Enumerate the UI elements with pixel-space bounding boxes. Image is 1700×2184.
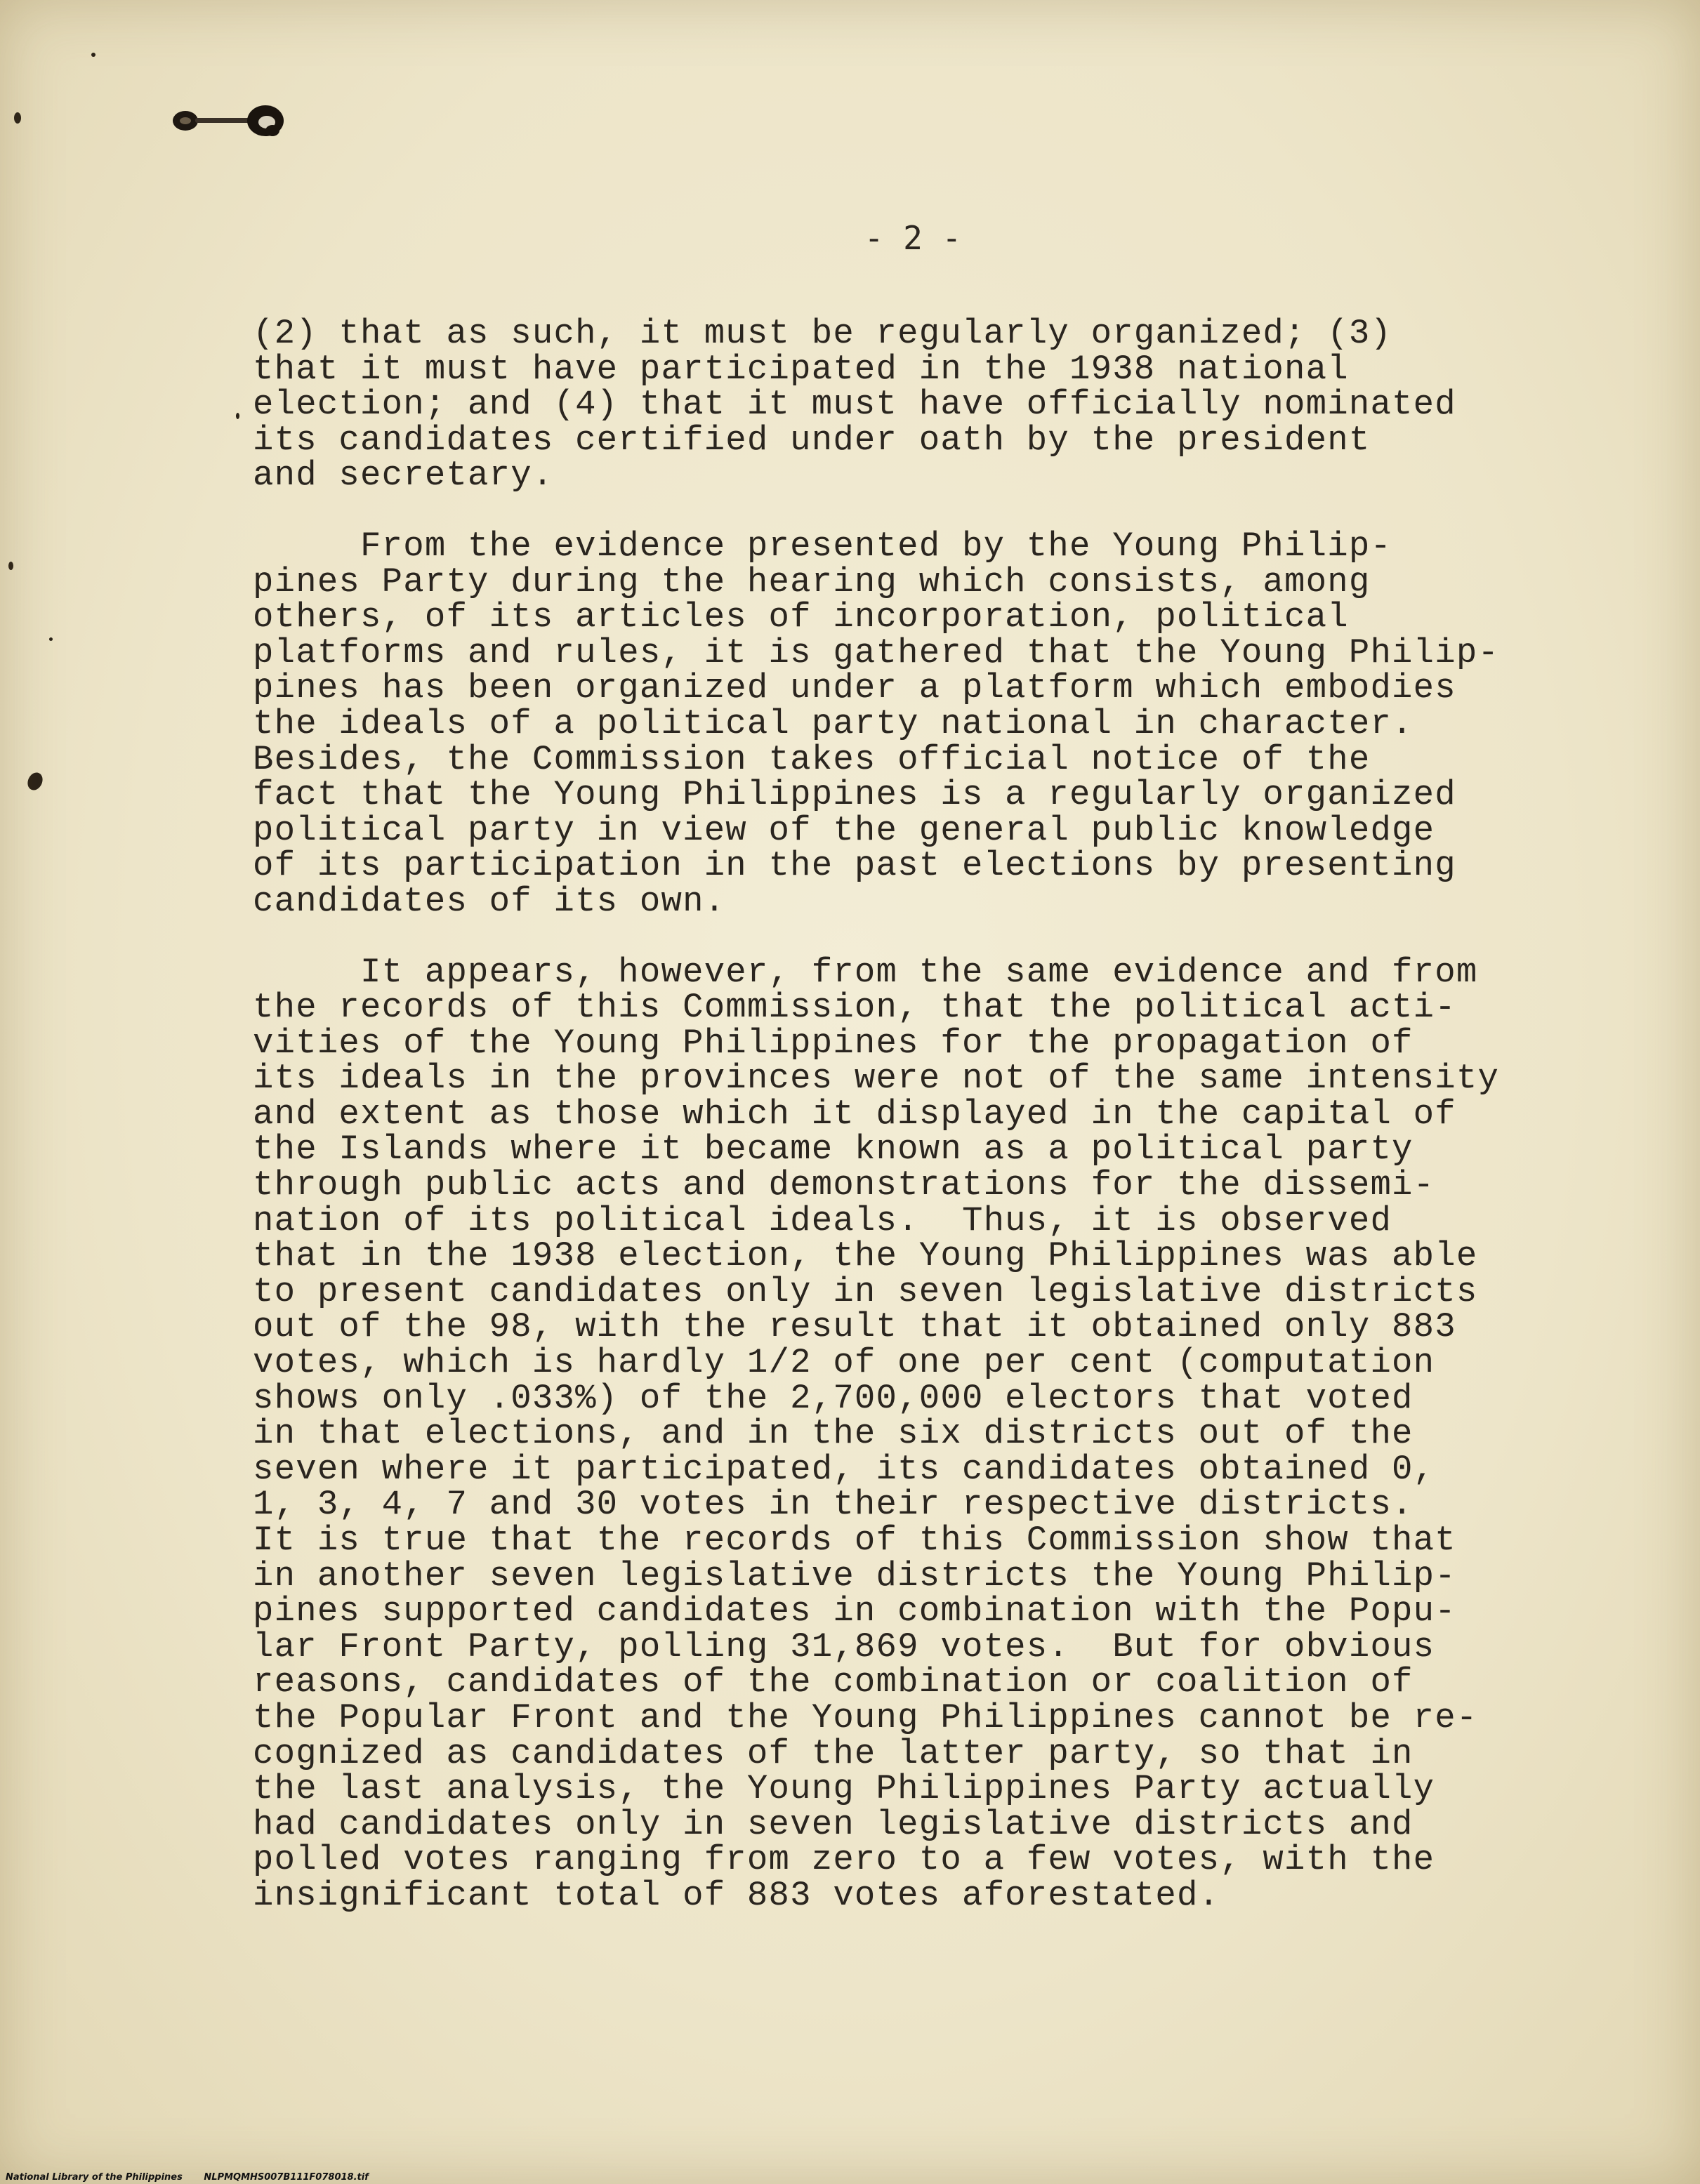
text-line: the records of this Commission, that the political acti- <box>253 988 1456 1028</box>
scan-footer <box>6 2172 387 2184</box>
text-line: others, of its articles of incorporation, political <box>253 597 1349 637</box>
ink-speck <box>49 637 53 641</box>
text-line: cognized as candidates of the latter party, so that in <box>253 1733 1414 1773</box>
text-line: shows only .033%) of the 2,700,000 electors that voted <box>253 1378 1414 1418</box>
text-line: Besides, the Commission takes official notice of the <box>253 739 1371 779</box>
paragraph-gap <box>253 494 1517 529</box>
text-line: to present candidates only in seven legislative districts <box>253 1271 1478 1311</box>
text-line: From the evidence presented by the Young Philip- <box>253 526 1392 566</box>
text-line: insignificant total of 883 votes aforestated. <box>253 1875 1220 1915</box>
text-line: out of the 98, with the result that it obtained only 883 <box>253 1307 1456 1347</box>
text-line: votes, which is hardly 1/2 of one per cent (computation <box>253 1343 1435 1383</box>
text-line: 1, 3, 4, 7 and 30 votes in their respective districts. <box>253 1485 1414 1525</box>
text-line: It appears, however, from the same evidence and from <box>253 952 1478 992</box>
text-line: of its participation in the past elections by presenting <box>253 846 1456 886</box>
text-line: candidates of its own. <box>253 881 726 921</box>
text-line: pines has been organized under a platform which embodies <box>253 668 1456 708</box>
text-line: its ideals in the provinces were not of the same intensity <box>253 1059 1500 1099</box>
text-line: in that elections, and in the six districts out of the <box>253 1414 1414 1454</box>
text-line: reasons, candidates of the combination or coalition of <box>253 1662 1414 1702</box>
ink-speck <box>25 770 45 793</box>
text-line: in another seven legislative districts the Young Philip- <box>253 1556 1456 1596</box>
text-line: pines supported candidates in combination with the Popu- <box>253 1591 1456 1632</box>
text-line: (2) that as such, it must be regularly organized; (3) <box>253 314 1392 353</box>
text-line: election; and (4) that it must have officially nominated <box>253 385 1456 425</box>
text-line: through public acts and demonstrations for the dissemi- <box>253 1165 1435 1205</box>
text-line: the Islands where it became known as a political party <box>253 1130 1414 1170</box>
text-line: that it must have participated in the 1938 national <box>253 349 1349 389</box>
text-line: nation of its political ideals. Thus, it is observed <box>253 1200 1392 1240</box>
text-line: the Popular Front and the Young Philippines cannot be re- <box>253 1697 1478 1738</box>
ink-speck <box>14 112 21 124</box>
paragraph <box>253 316 1517 494</box>
text-line: political party in view of the general public knowledge <box>253 810 1435 850</box>
ink-speck <box>91 53 95 57</box>
text-line: vities of the Young Philippines for the propagation of <box>253 1023 1414 1063</box>
ink-speck <box>8 562 13 570</box>
text-line: pines Party during the hearing which consists, among <box>253 562 1371 602</box>
text-line: and secretary. <box>253 456 554 496</box>
document-body <box>253 316 1517 1914</box>
text-line: that in the 1938 election, the Young Philippines was able <box>253 1236 1478 1276</box>
text-line: It is true that the records of this Commission show that <box>253 1521 1456 1560</box>
text-line: the last analysis, the Young Philippines Party actually <box>253 1769 1435 1809</box>
paragraph <box>253 952 1517 1915</box>
text-line: seven where it participated, its candidates obtained 0, <box>253 1449 1435 1489</box>
library-credit: National Library of the Philippines <box>6 2172 183 2183</box>
text-line: fact that the Young Philippines is a regularly organized <box>253 775 1456 815</box>
text-line: polled votes ranging from zero to a few votes, with the <box>253 1840 1435 1880</box>
paragraph <box>253 526 1517 921</box>
text-line: platforms and rules, it is gathered that the Young Philip- <box>253 633 1500 673</box>
file-identifier: NLPMQMHS007B111F078018.tif <box>204 2172 369 2183</box>
staple-mark-icon <box>167 97 308 146</box>
text-line: the ideals of a political party national in character. <box>253 703 1414 743</box>
text-line: and extent as those which it displayed in the capital of <box>253 1094 1456 1134</box>
page-number: - 2 - <box>864 219 962 257</box>
text-line: lar Front Party, polling 31,869 votes. But for obvious <box>253 1627 1435 1667</box>
text-line: its candidates certified under oath by the president <box>253 420 1371 460</box>
text-line: had candidates only in seven legislative districts and <box>253 1804 1414 1844</box>
paragraph-gap <box>253 920 1517 955</box>
ink-speck <box>236 413 239 419</box>
